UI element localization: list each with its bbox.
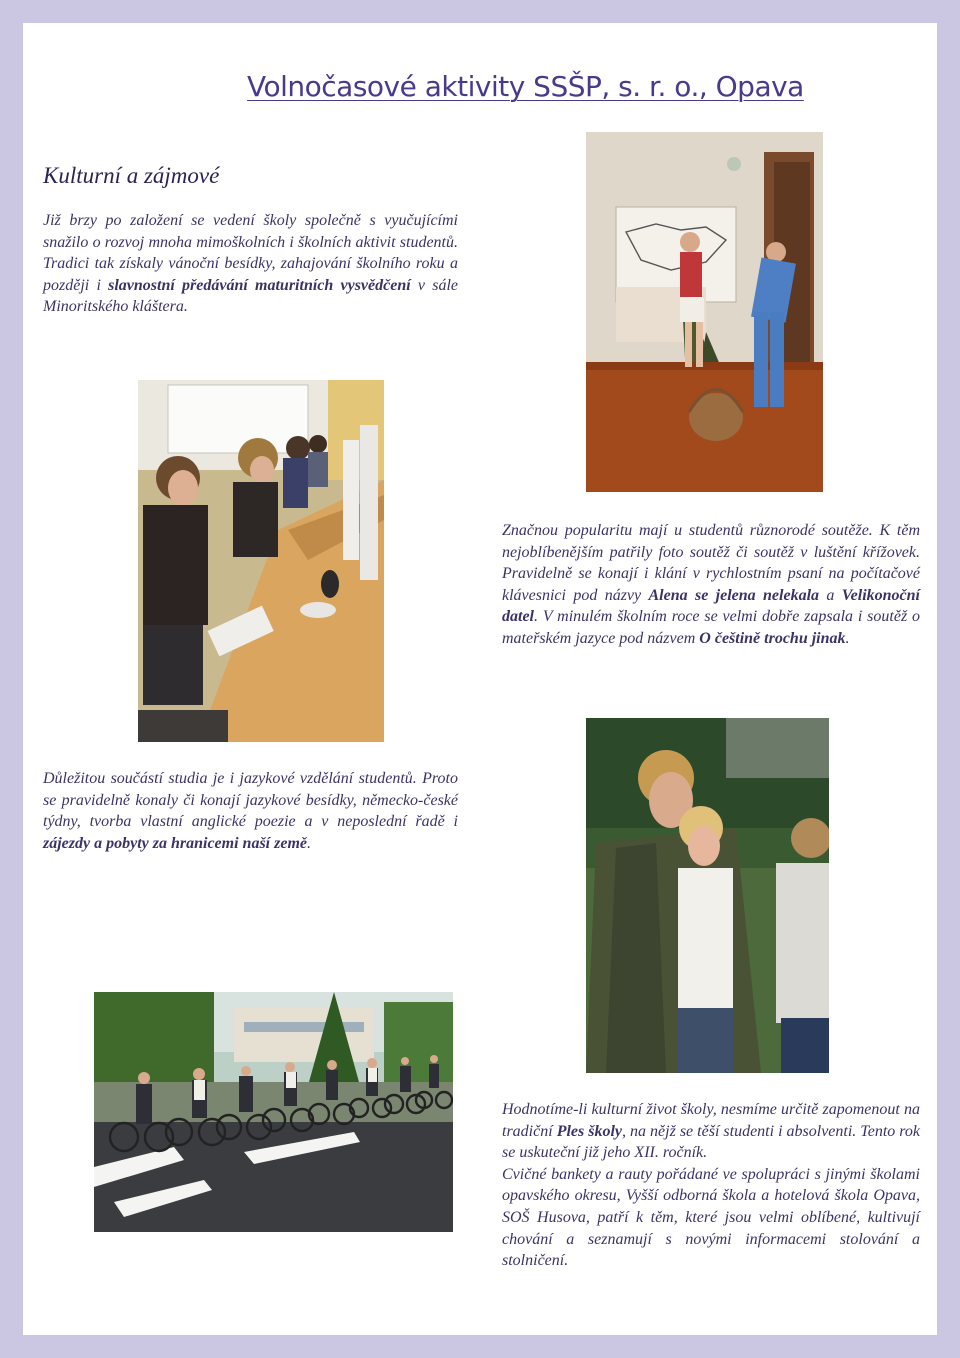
students-photo — [586, 718, 829, 1073]
bold-text: Alena se jelena nelekala — [648, 586, 820, 604]
paragraph-ball — [502, 1099, 920, 1272]
theater-performance-photo — [586, 132, 823, 492]
bold-text: slavnostní předávání maturitních vysvědčení — [108, 276, 411, 294]
page-title: Volnočasové aktivity SSŠP, s. r. o., Opava — [247, 70, 804, 103]
paragraph-competitions — [502, 520, 920, 650]
paragraph-languages — [43, 768, 458, 854]
text: , na nějž se těší studenti i absolventi. Tento rok se uskuteční již jeho XII. ročník. — [502, 1122, 921, 1162]
typing-competition-photo — [138, 380, 384, 742]
text: Hodnotíme-li kulturní život školy, nesmíme určitě zapomenout na tradiční — [502, 1101, 920, 1140]
text: . V minulém školním roce se velmi dobře zapsala i soutěž o mateřském jazyce pod názvem — [502, 608, 920, 647]
section-heading: Kulturní a zájmové — [43, 163, 220, 188]
text: Důležitou součástí studia je i jazykové vzdělání studentů. Proto se pravidelně konaly či konají jazykové besídky, německo-české týdny, tvorba vlastní anglické poezie a v neposlední řadě i — [43, 770, 458, 831]
text: . — [306, 834, 311, 852]
text: Cvičné bankety a rauty pořádané ve spolupráci s jinými školami opavského okresu, Vyšší odborná škola a hotelová škola Opava, SOŠ Husova, patří k těm, které jsou velmi oblíbené, kultivují chování a seznamují s novými informacemi stolování a stolničení. — [502, 1165, 920, 1270]
bold-text: zájezdy a pobyty za hranicemi naší země — [43, 834, 307, 852]
bold-text: Ples školy — [556, 1122, 623, 1140]
paragraph-intro — [43, 210, 458, 318]
text: Značnou popularitu mají u studentů různorodé soutěže. K těm nejoblíbenějším patřily foto soutěž či soutěž v luštění křížovek. Pravidelně se konají i klání v rychlostním psaní na počítačové klávesnici pod názvy — [502, 522, 920, 604]
text: . — [845, 629, 850, 647]
bold-text: O češtině trochu jinak — [699, 629, 846, 647]
text: Již brzy po založení se vedení školy společně s vyučujícími snažilo o rozvoj mnoha mimoškolních i školních aktivit studentů. Tradici tak získaly vánoční besídky, zahajování školního roku a později i — [43, 212, 458, 294]
bold-text: Velikonoční datel — [502, 586, 920, 626]
text: a — [819, 586, 842, 604]
cycling-trip-photo — [94, 992, 453, 1232]
text: v sále Minoritského kláštera. — [43, 276, 459, 316]
